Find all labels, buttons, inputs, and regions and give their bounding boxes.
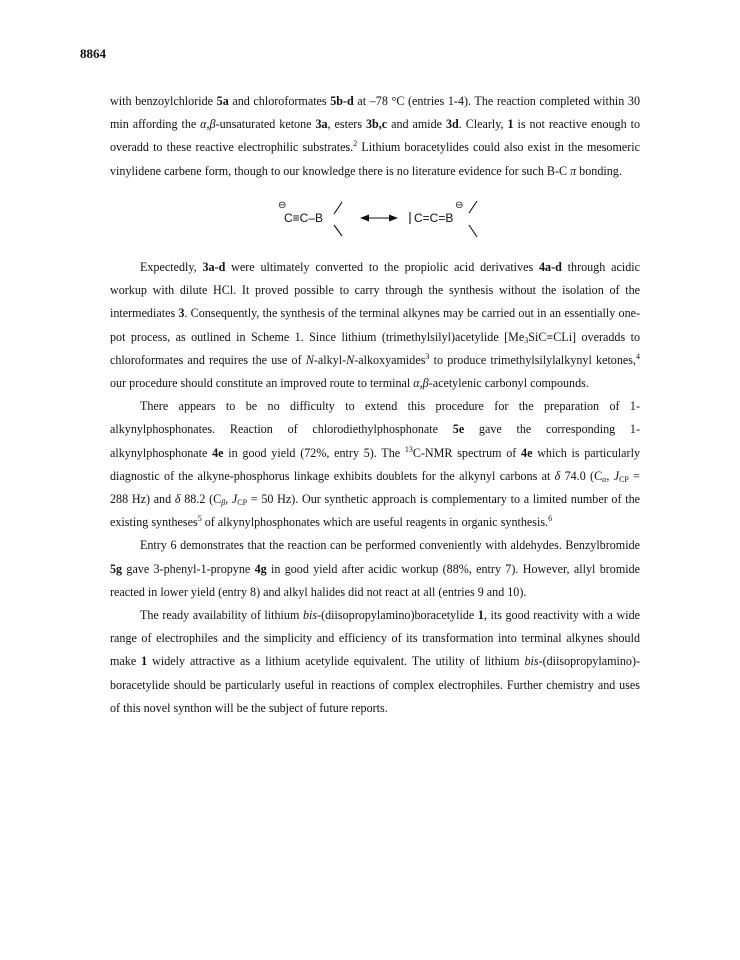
paragraph-1: with benzoylchloride 5a and chloroformates 5b-d at –78 °C (entries 1-4). The reaction completed within 30 min affording the α,β-unsaturated ketone 3a, esters 3b,c and amide 3d. Clearly, 1 is not reactive enough to overadd to these reactive electrophilic substrates.$^2$ Lithium boracetylides could also exist in the mesomeric vinylidene carbene form, though to our knowledge there is no literature evidence for such B-C π bonding. [110,94,641,178]
vinylidene-carbene-structure: C=C=B [414,211,454,225]
alkynylborate-structure: C≡C–B [284,211,324,225]
paragraph-5: The ready availability of lithium bis-(diisopropylamino)boracetylide 1, its good reactivity with a wide range of electrophiles and the simplicity and efficiency of its transformation into terminal alkynes should make 1 widely attractive as a lithium acetylide equivalent. The utility of lithium bis-(diisopropylamino)-boracetylide should be particularly useful in reactions of complex electrophiles. Further chemistry and uses of this novel synthon will be the subject of future reports. [110,608,640,715]
paragraph-3: There appears to be no difficulty to extend this procedure for the preparation of 1-alkynylphosphonates. Reaction of chlorodiethylphosphonate 5e gave the corresponding 1-alkynylphosphonate 4e in good yield (72%, entry 5). The $^{13}$C-NMR spectrum of 4e which is particularly diagnostic of the alkyne-phosphorus linkage exhibits doublets for the alkynyl carbons at δ 74.0 ($C_\alpha$, $J_{CP} = 288$ Hz) and δ 88.2 ($C_\beta$, $J_{CP} = 50$ Hz). Our synthetic approach is complementary to a limited number of the existing syntheses$^5$ of alkynylphosphonates which are useful reagents in organic synthesis.$^6$ [110,399,641,530]
text-block-main [110,256,640,720]
anion-charge-left: ⊖ [278,200,287,211]
anion-charge-right: ⊖ [455,200,464,211]
text-block-top [110,90,640,183]
page-number: 8864 [80,46,106,61]
paragraph-4: Entry 6 demonstrates that the reaction can be performed conveniently with aldehydes. Benzylbromide 5g gave 3-phenyl-1-propyne 4g in good yield after acidic workup (88%, entry 7). However, allyl bromide reacted in lower yield (entry 8) and alkyl halides did not react at all (entries 9 and 10). [110,538,641,599]
resonance-structures [272,196,502,240]
paragraph-2: Expectedly, 3a-d were ultimately converted to the propiolic acid derivatives 4a-d through acidic workup with dilute HCl. It proved possible to carry through the synthesis without the isolation of the intermediates 3. Consequently, the synthesis of the terminal alkynes may be carried out in an essentially one-pot process, as outlined in Scheme 1. Since lithium (trimethylsilyl)acetylide $[Me_3SiC\equiv CLi]$ overadds to chloroformates and requires the use of N-alkyl-N-alkoxyamides$^3$ to produce trimethylsilylalkynyl ketones,$^4$ our procedure should constitute an improved route to terminal α,β-acetylenic carbonyl compounds. [110,260,641,391]
resonance-structures-drawing [272,196,502,240]
